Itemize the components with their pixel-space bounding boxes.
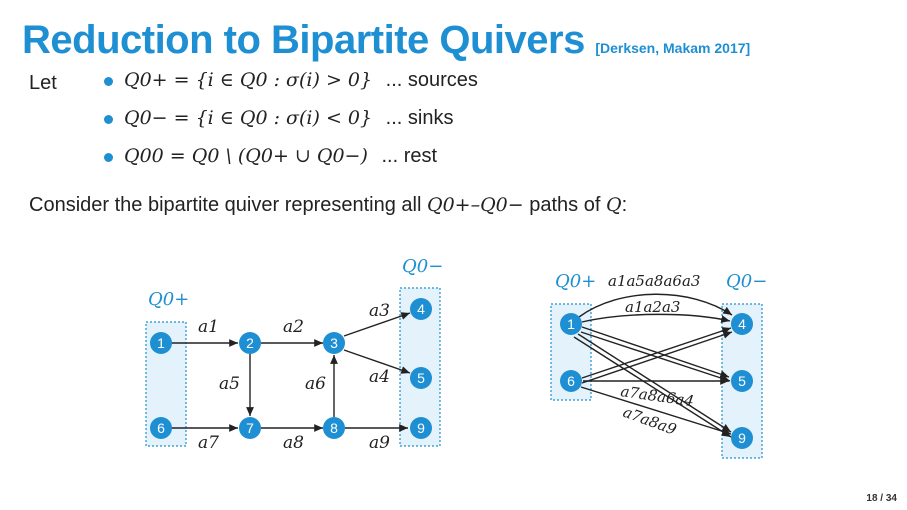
edge-label: a7 xyxy=(198,433,219,453)
edge-label: a2 xyxy=(283,317,304,337)
vertex-9 xyxy=(410,417,432,439)
consider-text: Consider the bipartite quiver representing all xyxy=(29,194,422,216)
edge-label: a3 xyxy=(369,301,390,321)
path-label: a1a2a3 xyxy=(625,298,681,316)
sinks-note: ... sinks xyxy=(385,107,454,129)
left-edge-labels xyxy=(198,301,390,453)
vertex-4 xyxy=(731,313,753,335)
consider-math: Q0+–Q0− xyxy=(427,194,524,216)
vertex-label: 8 xyxy=(330,420,338,436)
vertex-1 xyxy=(560,313,582,335)
vertex-label: 9 xyxy=(417,420,425,436)
path-label: a7a8a9 xyxy=(620,402,679,439)
edge-label: a4 xyxy=(369,367,390,387)
consider-end: : xyxy=(621,194,628,216)
vertex-2 xyxy=(239,332,261,354)
vertex-label: 3 xyxy=(330,335,338,351)
vertex-9 xyxy=(731,427,753,449)
rest-note: ... rest xyxy=(381,145,438,167)
right-sinks-label: Q0− xyxy=(726,271,768,292)
edge-label: a5 xyxy=(219,374,240,394)
vertex-label: 1 xyxy=(157,335,165,351)
citation: [Derksen, Makam 2017] xyxy=(595,40,751,56)
edge-label: a8 xyxy=(283,433,304,453)
vertex-label: 7 xyxy=(246,420,254,436)
vertex-1 xyxy=(150,332,172,354)
path-label: a1a5a8a6a3 xyxy=(608,272,701,290)
edge-label: a6 xyxy=(305,374,326,394)
left-quiver xyxy=(146,256,443,453)
vertex-4 xyxy=(410,298,432,320)
vertex-label: 6 xyxy=(157,420,165,436)
vertex-8 xyxy=(323,417,345,439)
sources-definition: Q0+ = {i ∈ Q0 : σ(i) > 0} xyxy=(124,69,373,91)
path-1-5-a xyxy=(582,327,729,377)
vertex-3 xyxy=(323,332,345,354)
vertex-label: 1 xyxy=(567,316,575,332)
vertex-label: 4 xyxy=(738,316,746,332)
vertex-label: 4 xyxy=(417,301,425,317)
page-number: 18 / 34 xyxy=(866,493,897,504)
slide-title: Reduction to Bipartite Quivers xyxy=(22,18,585,62)
vertex-6 xyxy=(560,370,582,392)
left-sinks-label: Q0− xyxy=(402,256,444,277)
sources-note: ... sources xyxy=(385,69,478,91)
left-sources-label: Q0+ xyxy=(148,289,190,310)
vertex-label: 2 xyxy=(246,335,254,351)
vertex-label: 5 xyxy=(738,373,746,389)
let-label: Let xyxy=(29,72,57,94)
consider-q: Q xyxy=(605,194,622,216)
vertex-7 xyxy=(239,417,261,439)
vertex-label: 9 xyxy=(738,430,746,446)
vertex-5 xyxy=(731,370,753,392)
right-sources-label: Q0+ xyxy=(555,271,597,292)
rest-definition: Q00 = Q0 \ (Q0+ ∪ Q0−) xyxy=(124,145,368,167)
edge-label: a9 xyxy=(369,433,390,453)
sinks-definition: Q0− = {i ∈ Q0 : σ(i) < 0} xyxy=(124,107,373,129)
vertex-6 xyxy=(150,417,172,439)
edge-label: a1 xyxy=(198,317,219,337)
consider-tail: paths of xyxy=(529,194,601,216)
vertex-5 xyxy=(410,367,432,389)
vertex-label: 5 xyxy=(417,370,425,386)
vertex-label: 6 xyxy=(567,373,575,389)
path-label: a7a8a6a4 xyxy=(619,382,696,411)
right-quiver xyxy=(551,271,767,458)
